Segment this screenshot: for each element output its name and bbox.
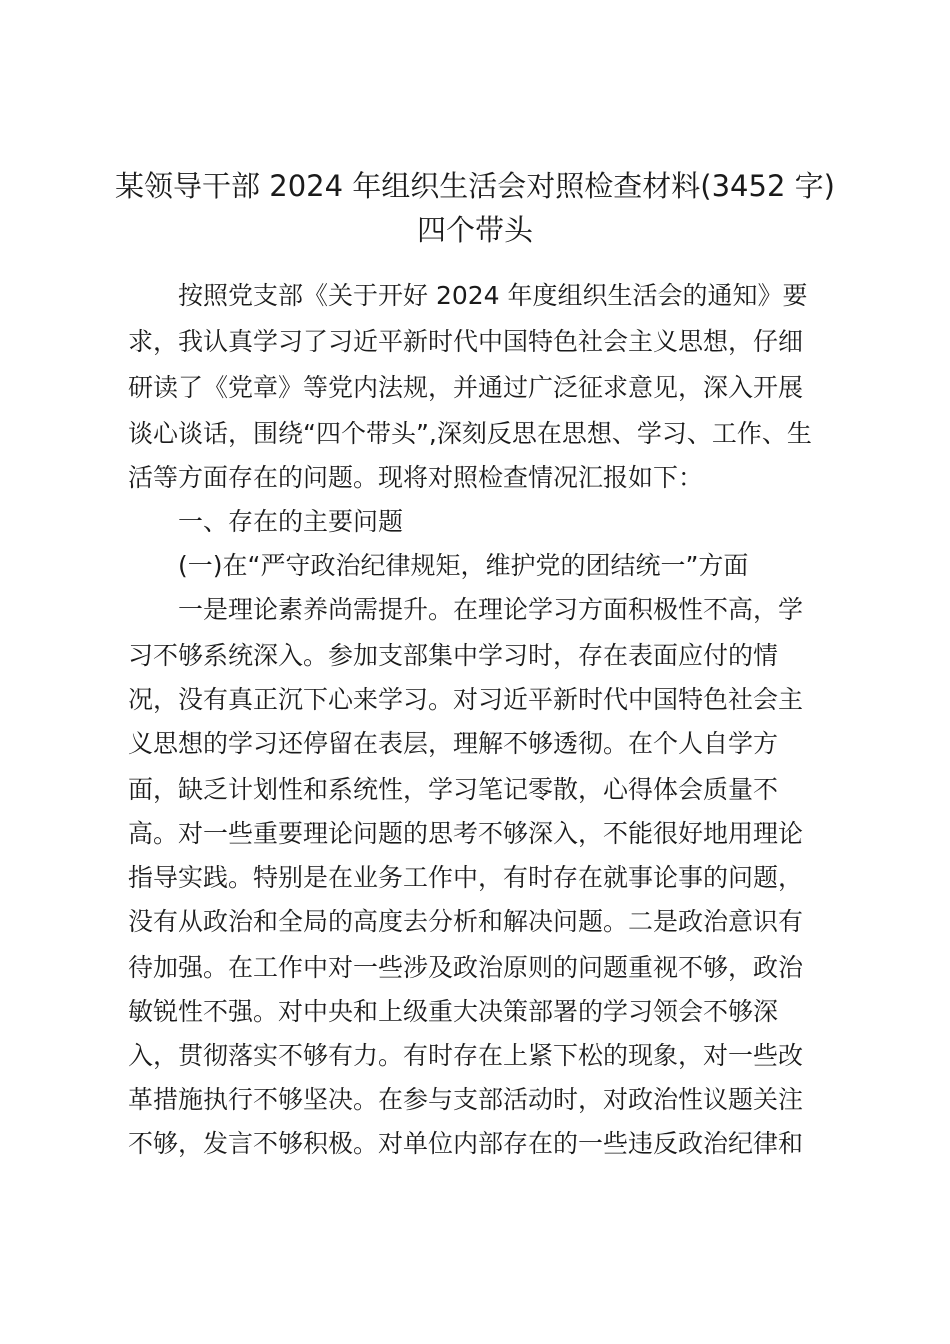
body-line: 求，我认真学习了习近平新时代中国特色社会主义思想，仔细 <box>128 327 804 356</box>
body-line: 谈心谈话，围绕“四个带头”,深刻反思在思想、学习、工作、生 <box>128 419 812 448</box>
body-line: 指导实践。特别是在业务工作中，有时存在就事论事的问题， <box>128 863 804 892</box>
body-line: 敏锐性不强。对中央和上级重大决策部署的学习领会不够深 <box>128 997 779 1026</box>
body-line: 高。对一些重要理论问题的思考不够深入，不能很好地用理论 <box>128 819 804 848</box>
body-line: 待加强。在工作中对一些涉及政治原则的问题重视不够，政治 <box>128 953 804 982</box>
body-line: 革措施执行不够坚决。在参与支部活动时，对政治性议题关注 <box>128 1085 804 1114</box>
body-line: 义思想的学习还停留在表层，理解不够透彻。在个人自学方 <box>128 729 779 758</box>
body-line: 一是理论素养尚需提升。在理论学习方面积极性不高，学 <box>178 595 804 624</box>
body-line: 活等方面存在的问题。现将对照检查情况汇报如下： <box>128 463 704 492</box>
body-line: 不够，发言不够积极。对单位内部存在的一些违反政治纪律和 <box>128 1129 804 1158</box>
body-line: 入，贯彻落实不够有力。有时存在上紧下松的现象，对一些改 <box>128 1041 804 1070</box>
document-subtitle: 四个带头 <box>416 213 533 247</box>
body-line: 按照党支部《关于开好 2024 年度组织生活会的通知》要 <box>178 281 808 310</box>
body-line: 没有从政治和全局的高度去分析和解决问题。二是政治意识有 <box>128 907 804 936</box>
body-line: 况，没有真正沉下心来学习。对习近平新时代中国特色社会主 <box>128 685 804 714</box>
section-heading: 一、存在的主要问题 <box>178 507 404 536</box>
document-title: 某领导干部 2024 年组织生活会对照检查材料(3452 字) <box>115 169 835 203</box>
body-line: 面，缺乏计划性和系统性，学习笔记零散，心得体会质量不 <box>128 775 779 804</box>
subsection-heading: (一)在“严守政治纪律规矩，维护党的团结统一”方面 <box>178 551 749 580</box>
body-line: 研读了《党章》等党内法规，并通过广泛征求意见，深入开展 <box>128 373 804 402</box>
body-line: 习不够系统深入。参加支部集中学习时，存在表面应付的情 <box>128 641 779 670</box>
